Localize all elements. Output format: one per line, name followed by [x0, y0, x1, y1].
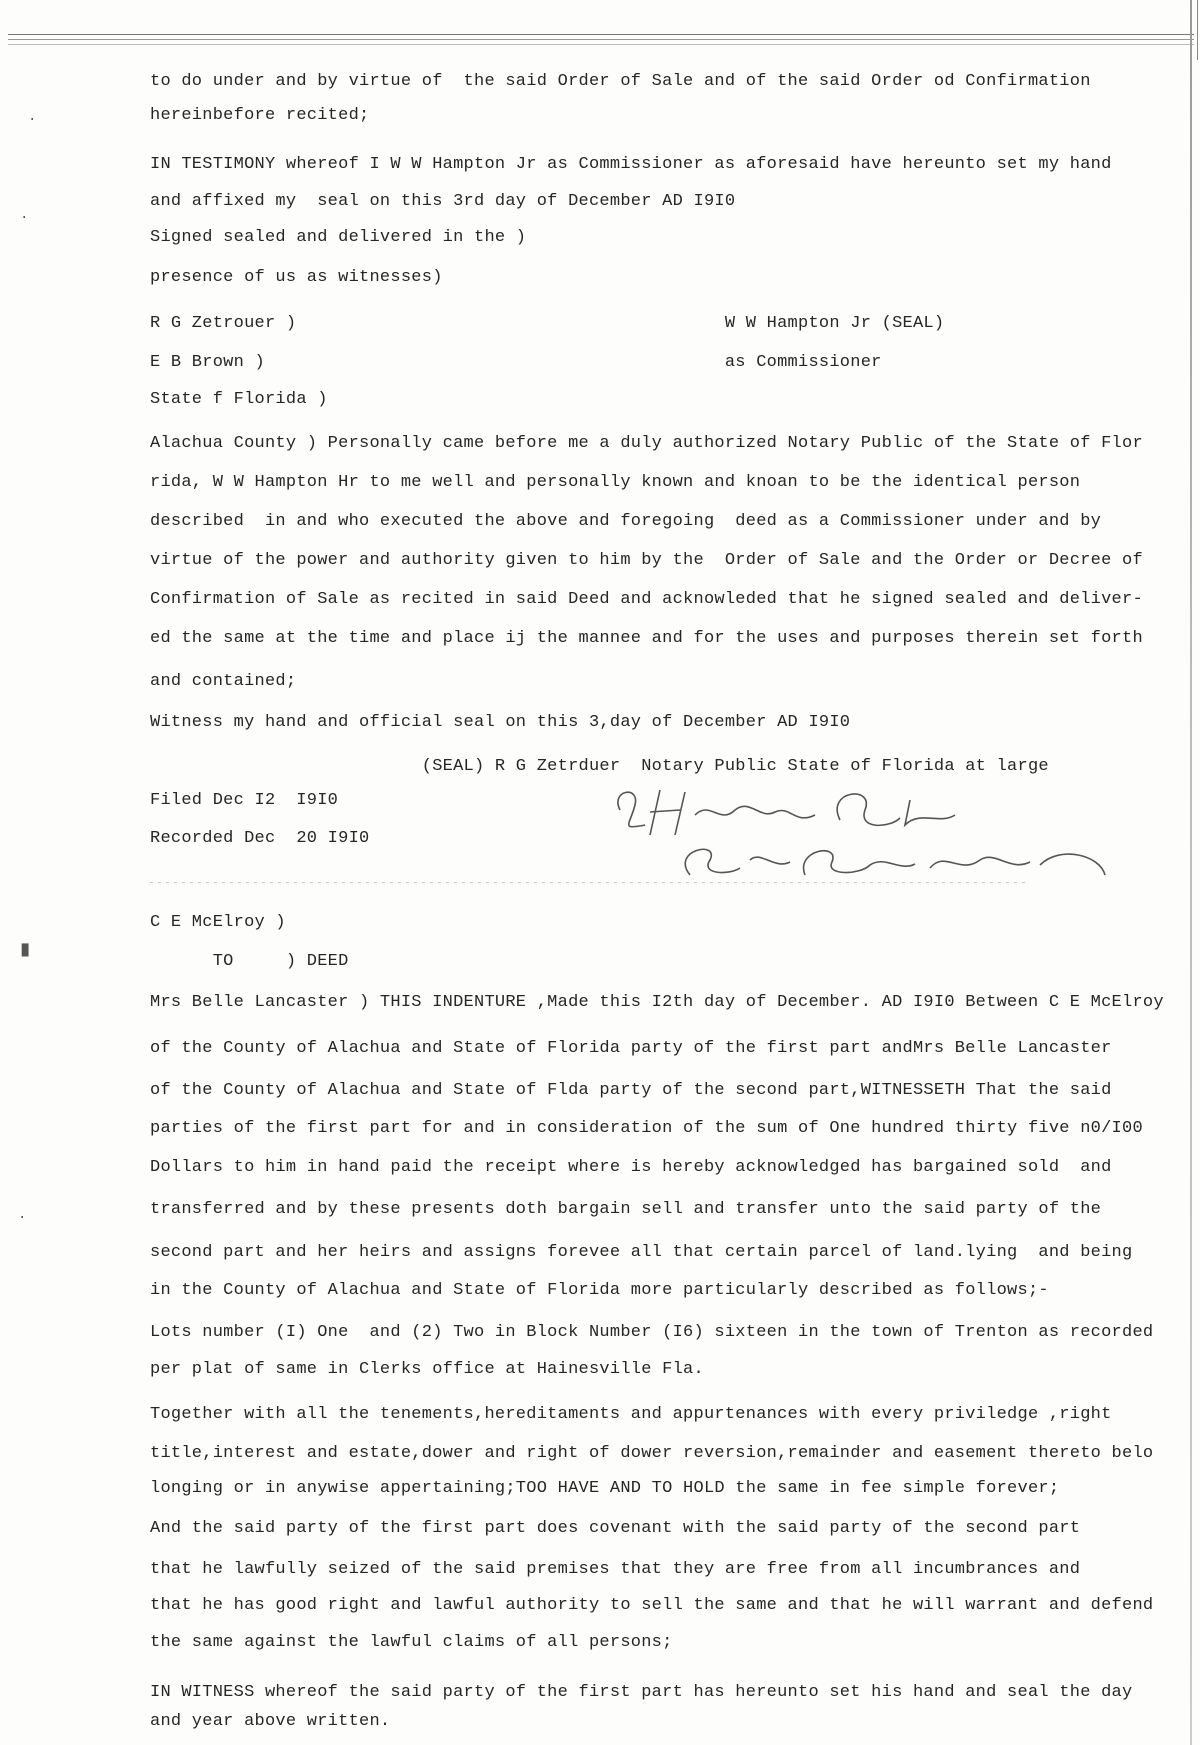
text-line: IN TESTIMONY whereof I W W Hampton Jr as Commissioner as aforesaid have hereunto set my hand — [150, 155, 1112, 174]
text-line: Dollars to him in hand paid the receipt where is hereby acknowledged has bargained sold and — [150, 1158, 1112, 1177]
text-line: longing or in anywise appertaining;TOO HAVE AND TO HOLD the same in fee simple forever; — [150, 1479, 1060, 1498]
text-line: Confirmation of Sale as recited in said Deed and acknowleded that he signed sealed and deliver- — [150, 590, 1143, 609]
text-line: second part and her heirs and assigns forevee all that certain parcel of land.lying and being — [150, 1243, 1133, 1262]
text-line: to do under and by virtue of the said Order of Sale and of the said Order od Confirmation — [150, 72, 1091, 91]
text-line: and contained; — [150, 672, 297, 691]
top-rule — [8, 44, 1194, 45]
filed-date: Filed Dec I2 I9I0 — [150, 791, 339, 810]
text-line: ed the same at the time and place ij the mannee and for the uses and purposes therein set forth — [150, 629, 1143, 648]
margin-mark: · — [20, 210, 29, 226]
text-line: R G Zetrouer ) W W Hampton Jr (SEAL) — [150, 314, 945, 333]
text-line: hereinbefore recited; — [150, 106, 370, 125]
grantor-name: C E McElroy ) — [150, 913, 286, 932]
text-line: virtue of the power and authority given to him by the Order of Sale and the Order or Decree of — [150, 551, 1143, 570]
margin-mark: · — [28, 112, 37, 128]
text-line: described in and who executed the above and foregoing deed as a Commissioner under and by — [150, 512, 1102, 531]
recorded-date: Recorded Dec 20 I9I0 — [150, 829, 370, 848]
text-line: of the County of Alachua and State of Florida party of the first part andMrs Belle Lancaster — [150, 1039, 1112, 1058]
text-line: Lots number (I) One and (2) Two in Block Number (I6) sixteen in the town of Trenton as recorded — [150, 1323, 1154, 1342]
text-line: E B Brown ) as Commissioner — [150, 353, 882, 372]
text-line: and year above written. — [150, 1712, 391, 1731]
deed-heading: TO ) DEED — [150, 952, 349, 971]
text-line: the same against the lawful claims of all persons; — [150, 1633, 673, 1652]
text-line: presence of us as witnesses) — [150, 268, 443, 287]
text-line: transferred and by these presents doth bargain sell and transfer unto the said party of the — [150, 1200, 1102, 1219]
text-line: and affixed my seal on this 3rd day of December AD I9I0 — [150, 192, 736, 211]
top-rule — [8, 34, 1194, 35]
text-line: And the said party of the first part does covenant with the said party of the second part — [150, 1519, 1081, 1538]
text-line: rida, W W Hampton Hr to me well and personally known and knoan to be the identical person — [150, 473, 1081, 492]
text-line: Mrs Belle Lancaster ) THIS INDENTURE ,Made this I2th day of December. AD I9I0 Between C E McElroy — [150, 993, 1164, 1012]
page-edge — [1197, 0, 1198, 60]
text-line: IN WITNESS whereof the said party of the first part has hereunto set his hand and seal the day — [150, 1683, 1133, 1702]
top-rule — [8, 39, 1194, 40]
text-line: Alachua County ) Personally came before me a duly authorized Notary Public of the State of Flor — [150, 434, 1143, 453]
text-line: in the County of Alachua and State of Florida more particularly described as follows;- — [150, 1281, 1049, 1300]
text-line: Witness my hand and official seal on this 3,day of December AD I9I0 — [150, 713, 851, 732]
page-edge — [1190, 0, 1192, 1745]
margin-mark: ▘ — [22, 946, 36, 971]
text-line: that he has good right and lawful authority to sell the same and that he will warrant and defend — [150, 1596, 1154, 1615]
text-line: parties of the first part for and in consideration of the sum of One hundred thirty five n0/I00 — [150, 1119, 1143, 1138]
text-line: title,interest and estate,dower and right of dower reversion,remainder and easement thereto belo — [150, 1444, 1154, 1463]
clerk-signature — [600, 780, 1120, 890]
text-line: that he lawfully seized of the said premises that they are free from all incumbrances and — [150, 1560, 1081, 1579]
text-line: of the County of Alachua and State of Flda party of the second part,WITNESSETH That the said — [150, 1081, 1112, 1100]
text-line: per plat of same in Clerks office at Hainesville Fla. — [150, 1360, 704, 1379]
text-line: (SEAL) R G Zetrduer Notary Public State of Florida at large — [150, 757, 1049, 776]
text-line: Together with all the tenements,hereditaments and appurtenances with every priviledge ,right — [150, 1405, 1112, 1424]
margin-mark: · — [18, 1210, 27, 1226]
text-line: State f Florida ) — [150, 390, 328, 409]
text-line: Signed sealed and delivered in the ) — [150, 228, 527, 247]
